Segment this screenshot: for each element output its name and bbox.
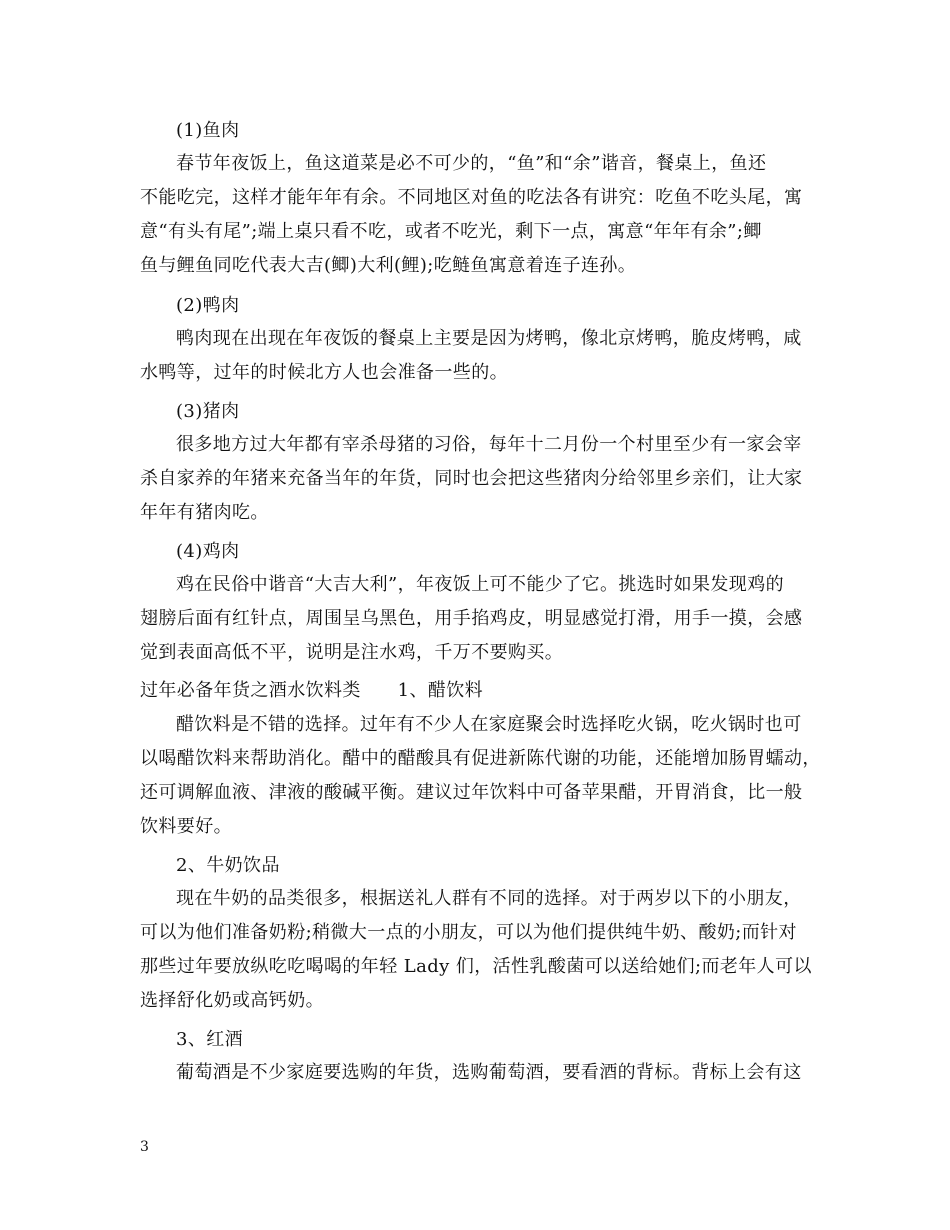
paragraph-line: 不能吃完，这样才能年年有余。不同地区对鱼的吃法各有讲究：吃鱼不吃头尾，寓 [140,187,803,208]
paragraph-line: 选择舒化奶或高钙奶。 [140,990,324,1011]
paragraph-line: 翅膀后面有红针点，周围呈乌黑色，用手掐鸡皮，明显感觉打滑，用手一摸，会感 [140,608,803,629]
page-number: 3 [140,1139,149,1155]
paragraph-line: 杀自家养的年猪来充备当年的年货，同时也会把这些猪肉分给邻里乡亲们，让大家 [140,468,803,489]
heading-duck: (2)鸭肉 [176,295,240,316]
paragraph-line: 水鸭等，过年的时候北方人也会准备一些的。 [140,362,508,383]
paragraph-line: 那些过年要放纵吃吃喝喝的年轻 Lady 们，活性乳酸菌可以送给她们;而老年人可以 [140,956,812,977]
heading-red-wine: 3、红酒 [176,1029,244,1050]
paragraph-line: 鸡在民俗中谐音“大吉大利”，年夜饭上可不能少了它。挑选时如果发现鸡的 [176,574,785,595]
heading-chicken: (4)鸡肉 [176,541,240,562]
paragraph-line: 醋饮料是不错的选择。过年有不少人在家庭聚会时选择吃火锅，吃火锅时也可 [176,714,802,735]
section-heading-drinks: 过年必备年货之酒水饮料类 1、醋饮料 [140,680,484,701]
heading-fish: (1)鱼肉 [176,120,240,141]
paragraph-line: 鸭肉现在出现在年夜饭的餐桌上主要是因为烤鸭，像北京烤鸭，脆皮烤鸭，咸 [176,328,802,349]
paragraph-line: 可以为他们准备奶粉;稍微大一点的小朋友，可以为他们提供纯牛奶、酸奶;而针对 [140,922,797,943]
paragraph-line: 鱼与鲤鱼同吃代表大吉(鲫)大利(鲤);吃鲢鱼寓意着连子连孙。 [140,255,637,276]
paragraph-line: 意“有头有尾”;端上桌只看不吃，或者不吃光，剩下一点，寓意“年年有余”;鲫 [140,221,762,242]
paragraph-line: 饮料要好。 [140,816,232,837]
paragraph-line: 葡萄酒是不少家庭要选购的年货，选购葡萄酒，要看酒的背标。背标上会有这 [176,1062,802,1083]
paragraph-line: 春节年夜饭上，鱼这道菜是必不可少的，“鱼”和“余”谐音，餐桌上，鱼还 [176,153,767,174]
paragraph-line: 以喝醋饮料来帮助消化。醋中的醋酸具有促进新陈代谢的功能，还能增加肠胃蠕动， [140,748,821,769]
paragraph-line: 还可调解血液、津液的酸碱平衡。建议过年饮料中可备苹果醋，开胃消食，比一般 [140,782,803,803]
paragraph-line: 年年有猪肉吃。 [140,502,269,523]
heading-pork: (3)猪肉 [176,401,240,422]
paragraph-line: 觉到表面高低不平，说明是注水鸡，千万不要购买。 [140,642,564,663]
heading-milk: 2、牛奶饮品 [176,855,280,876]
paragraph-line: 很多地方过大年都有宰杀母猪的习俗，每年十二月份一个村里至少有一家会宰 [176,434,802,455]
paragraph-line: 现在牛奶的品类很多，根据送礼人群有不同的选择。对于两岁以下的小朋友， [176,888,802,909]
